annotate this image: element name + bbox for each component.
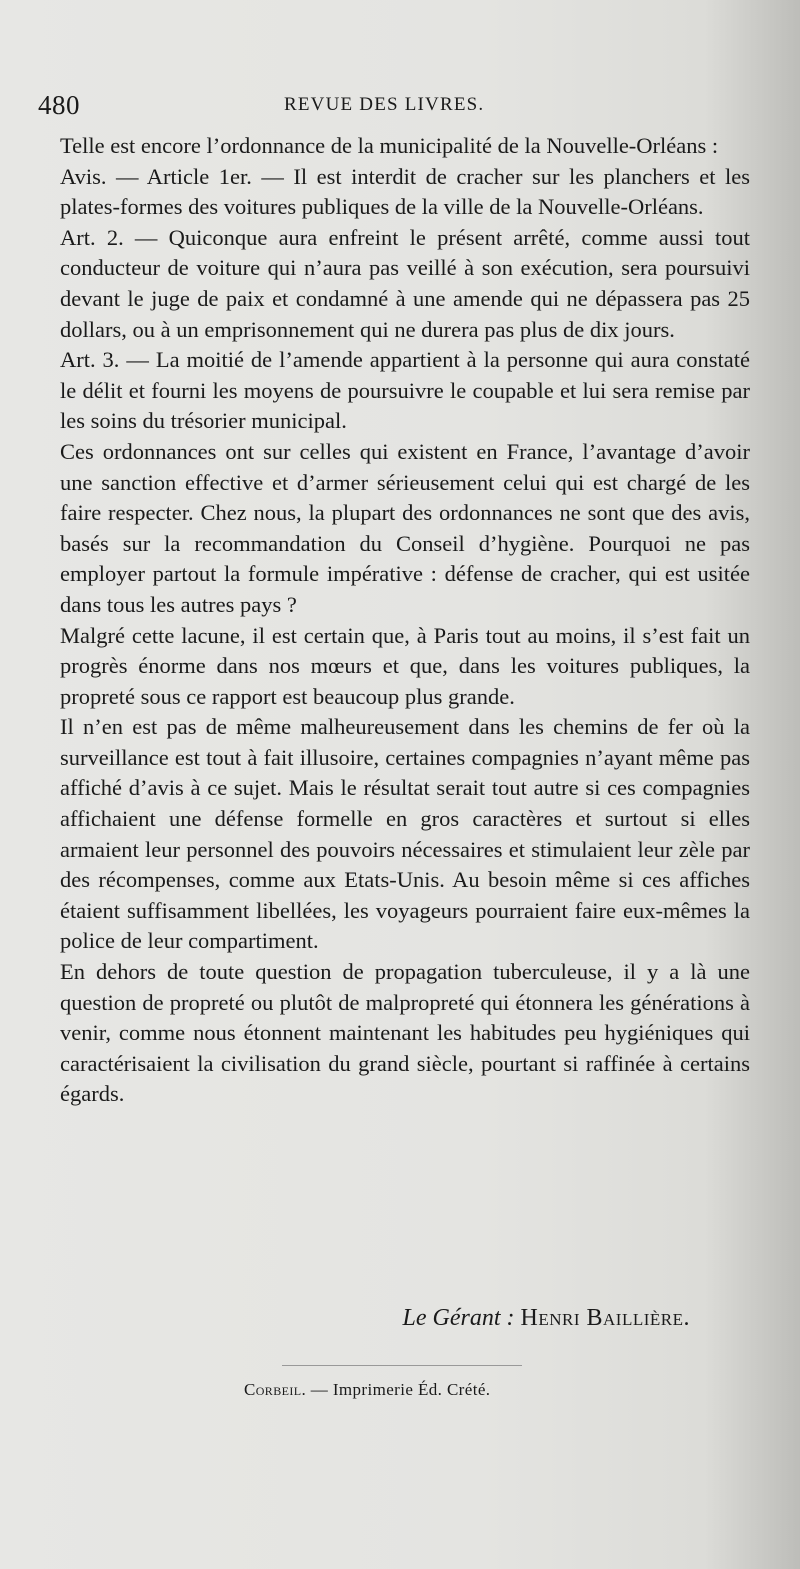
imprint <box>244 1380 490 1400</box>
signature-name: Henri Baillière. <box>520 1305 690 1331</box>
imprint-place: Corbeil. <box>244 1380 307 1399</box>
paragraph: Telle est encore l’ordonnance de la municipalité de la Nouvelle-Orléans : <box>60 133 719 158</box>
paragraph: Il n’en est pas de même malheureusement dans les chemins de fer où la surveillance est tout à fait illusoire, certaines compagnies n’ayant même pas affiché d’avis à ce sujet. Mais le résultat serait tout autre si ces compagnies affichaient une défense formelle en gros caractères et surtout si elles armaient leur personnel des pouvoirs nécessaires et stimulaient leur zèle par des récompenses, comme aux Etats-Unis. Au besoin même si ces affiches étaient suffisamment libellées, les voyageurs pourraient faire eux-mêmes la police de leur compartiment. <box>60 714 750 954</box>
paragraph: En dehors de toute question de propagation tuberculeuse, il y a là une question de propreté ou plutôt de malpropreté qui étonnera les générations à venir, comme nous étonnent maintenant les habitudes peu hygiéniques qui caractérisaient la civilisation du grand siècle, pourtant si raffinée à certains égards. <box>60 959 750 1107</box>
running-title: REVUE DES LIVRES. <box>284 94 485 115</box>
paragraph: Malgré cette lacune, il est certain que, à Paris tout au moins, il s’est fait un progrès énorme dans nos mœurs et que, dans les voitures publiques, la propreté sous ce rapport est beaucoup plus grande. <box>60 622 750 709</box>
paragraph: Art. 3. — La moitié de l’amende appartient à la personne qui aura constaté le délit et fourni les moyens de poursuivre le coupable et lui sera remise par les soins du trésorier municipal. <box>60 347 750 434</box>
imprint-printer: Imprimerie Éd. Crété. <box>332 1380 491 1399</box>
body-text <box>60 131 750 1110</box>
paragraph: Art. 2. — Quiconque aura enfreint le présent arrêté, comme aussi tout conducteur de voiture qui n’aura pas veillé à son exécution, sera poursuivi devant le juge de paix et condamné à une amende qui ne dépassera pas 25 dollars, ou à un emprisonnement qui ne durera pas plus de dix jours. <box>60 224 750 342</box>
signature <box>60 1305 690 1332</box>
divider <box>282 1365 522 1366</box>
signature-role: Le Gérant : <box>402 1305 515 1331</box>
page-header <box>38 90 648 130</box>
page-number: 480 <box>38 90 80 120</box>
imprint-dash: — <box>310 1380 329 1399</box>
paragraph: Avis. — Article 1er. — Il est interdit de cracher sur les planchers et les plates-formes des voitures publiques de la ville de la Nouvelle-Orléans. <box>60 163 750 220</box>
paragraph: Ces ordonnances ont sur celles qui existent en France, l’avantage d’avoir une sanction effective et d’armer sérieusement celui qui est chargé de les faire respecter. Chez nous, la plupart des ordonnances ne sont que des avis, basés sur la recommandation du Conseil d’hygiène. Pourquoi ne pas employer partout la formule impérative : défense de cracher, qui est usitée dans tous les autres pays ? <box>60 438 750 617</box>
